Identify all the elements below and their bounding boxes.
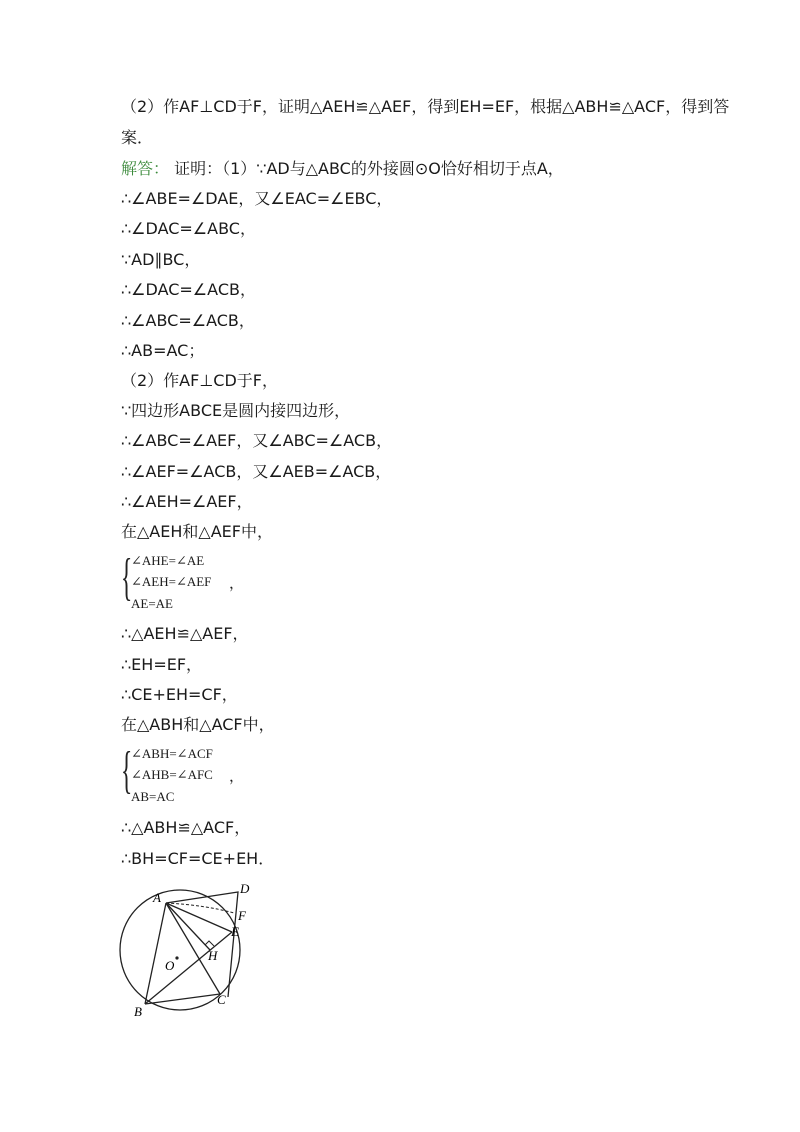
proof-step: ∴∠DAC=∠ACB， (121, 280, 256, 299)
proof-step: ∴∠AEH=∠AEF， (121, 492, 253, 511)
point-label-c: C (217, 992, 226, 1007)
system-row: AE=AE (131, 596, 173, 611)
point-label-b: B (134, 1004, 142, 1019)
point-label-h: H (208, 948, 218, 963)
system-row: ∠AHE=∠AE (131, 553, 205, 568)
system-row: ∠AHB=∠AFC (131, 767, 213, 782)
proof-step: ∴CE+EH=CF， (121, 685, 238, 704)
solution-intro-line (121, 158, 564, 180)
hint-line-2: 案． (121, 128, 154, 147)
proof-step: （2）作AF⊥CD于F， (121, 371, 278, 390)
equation-system-1 (121, 549, 261, 611)
proof-step: ∴∠ABC=∠ACB， (121, 311, 255, 330)
system-row: AB=AC (131, 789, 175, 804)
center-dot (175, 956, 178, 959)
proof-step: ∵四边形ABCE是圆内接四边形， (121, 401, 351, 420)
solution-label: 解答： (121, 159, 170, 178)
system-tail: ， (229, 767, 245, 785)
system-row: ∠AEH=∠AEF (131, 574, 212, 589)
proof-step: ∴∠ABC=∠AEF，又∠ABC=∠ACB， (121, 431, 393, 450)
proof-step: ∴∠ABE=∠DAE，又∠EAC=∠EBC， (121, 189, 393, 208)
proof-step: 在△AEH和△AEF中， (121, 522, 273, 541)
point-label-d: D (240, 881, 250, 896)
brace: { (121, 549, 133, 606)
proof-step: ∴AB=AC； (121, 341, 205, 360)
proof-step: ∴∠DAC=∠ABC， (121, 219, 256, 238)
proof-step: ∴△AEH≌△AEF， (121, 624, 249, 643)
system-tail: ， (229, 574, 245, 592)
point-label-f: F (238, 908, 246, 923)
proof-step: 在△ABH和△ACF中， (121, 715, 275, 734)
proof-step: ∵AD∥BC， (121, 250, 201, 269)
system-row: ∠ABH=∠ACF (131, 746, 213, 761)
proof-step: ∴△ABH≌△ACF， (121, 818, 251, 837)
equation-system-2 (121, 742, 261, 804)
segment-ah (166, 903, 210, 950)
geometry-figure (112, 880, 272, 1025)
point-label-o: O (165, 958, 175, 973)
hint-line-1: （2）作AF⊥CD于F，证明△AEH≌△AEF，得到EH=EF，根据△ABH≌△ACF，得到答 (121, 97, 730, 116)
point-label-e: E (231, 924, 239, 939)
point-label-a: A (153, 890, 161, 905)
proof-step: ∴∠AEF=∠ACB，又∠AEB=∠ACB， (121, 462, 392, 481)
solution-intro: 证明：（1）∵AD与△ABC的外接圆⊙O恰好相切于点A， (174, 159, 564, 178)
proof-step: ∴EH=EF， (121, 655, 203, 674)
proof-step: ∴BH=CF=CE+EH． (121, 849, 275, 868)
brace: { (121, 742, 133, 799)
